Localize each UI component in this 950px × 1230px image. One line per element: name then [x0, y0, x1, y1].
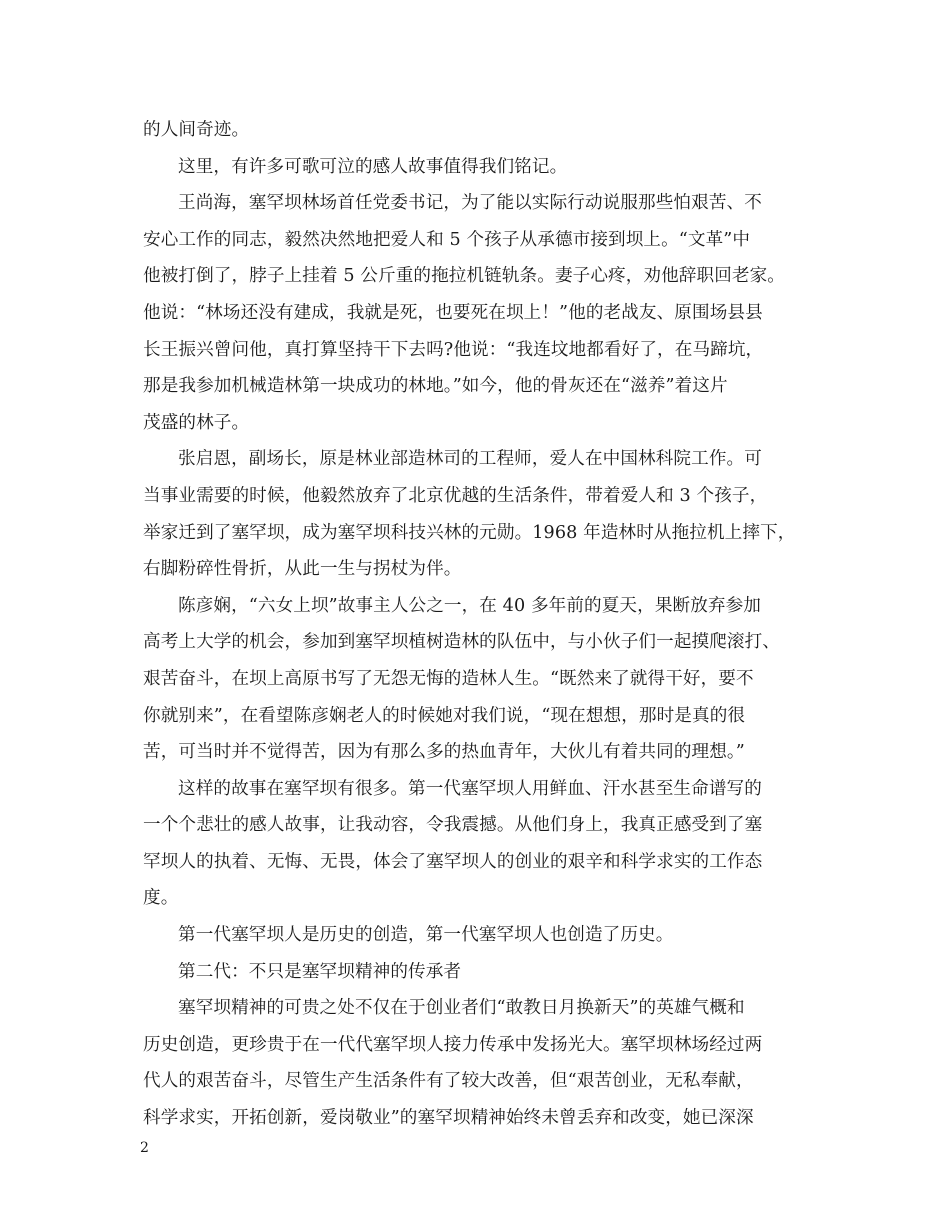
text-line: 度。	[143, 888, 179, 909]
paragraph-first-line: 第二代：不只是塞罕坝精神的传承者	[178, 961, 462, 982]
text-line: 举家迁到了塞罕坝，成为塞罕坝科技兴林的元勋。1968 年造林时从拖拉机上摔下，	[143, 522, 796, 543]
body-text	[143, 112, 813, 1137]
paragraph-first-line: 张启恩，副场长，原是林业部造林司的工程师，爱人在中国林科院工作。可	[178, 449, 762, 470]
paragraph-first-line: 第一代塞罕坝人是历史的创造，第一代塞罕坝人也创造了历史。	[178, 925, 674, 946]
paragraph-first-line: 陈彦娴，“六女上坝”故事主人公之一，在 40 多年前的夏天，果断放弃参加	[178, 595, 761, 616]
text-line: 历史创造，更珍贵于在一代代塞罕坝人接力传承中发扬光大。塞罕坝林场经过两	[143, 1034, 763, 1055]
text-line: 一个个悲壮的感人故事，让我动容，令我震撼。从他们身上，我真正感受到了塞	[143, 815, 763, 836]
text-line: 罕坝人的执着、无悔、无畏，体会了塞罕坝人的创业的艰辛和科学求实的工作态	[143, 851, 763, 872]
text-line: 高考上大学的机会，参加到塞罕坝植树造林的队伍中，与小伙子们一起摸爬滚打、	[143, 632, 780, 653]
text-line: 代人的艰苦奋斗，尽管生产生活条件有了较大改善，但“艰苦创业，无私奉献，	[143, 1071, 754, 1092]
paragraph-first-line: 这样的故事在塞罕坝有很多。第一代塞罕坝人用鲜血、汗水甚至生命谱写的	[178, 778, 762, 799]
text-line: 长王振兴曾问他，真打算坚持干下去吗?他说：“我连坟地都看好了，在马蹄坑，	[143, 339, 764, 360]
text-line: 茂盛的林子。	[143, 412, 250, 433]
paragraph-first-line: 这里，有许多可歌可泣的感人故事值得我们铭记。	[178, 156, 568, 177]
text-line: 他说：“林场还没有建成，我就是死，也要死在坝上！”他的老战友、原围场县县	[143, 302, 763, 323]
page-number: 2	[140, 1140, 149, 1156]
text-line: 安心工作的同志，毅然决然地把爱人和 5 个孩子从承德市接到坝上。“文革”中	[143, 229, 751, 250]
text-line: 那是我参加机械造林第一块成功的林地。”如今，他的骨灰还在“滋养”着这片	[143, 376, 728, 397]
text-line: 苦，可当时并不觉得苦，因为有那么多的热血青年，大伙儿有着共同的理想。”	[143, 742, 745, 763]
text-line: 他被打倒了，脖子上挂着 5 公斤重的拖拉机链轨条。妻子心疼，劝他辞职回老家。	[143, 266, 785, 287]
text-line: 你就别来”，在看望陈彦娴老人的时候她对我们说，“现在想想，那时是真的很	[143, 705, 746, 726]
text-line: 当事业需要的时候，他毅然放弃了北京优越的生活条件，带着爱人和 3 个孩子，	[143, 485, 768, 506]
paragraph-first-line: 王尚海，塞罕坝林场首任党委书记，为了能以实际行动说服那些怕艰苦、不	[178, 193, 762, 214]
text-line: 右脚粉碎性骨折，从此一生与拐杖为伴。	[143, 559, 462, 580]
text-line: 的人间奇迹。	[143, 120, 250, 140]
text-line: 艰苦奋斗，在坝上高原书写了无怨无悔的造林人生。“既然来了就得干好，要不	[143, 668, 754, 689]
paragraph-first-line: 塞罕坝精神的可贵之处不仅在于创业者们“敢教日月换新天”的英雄气概和	[178, 998, 745, 1019]
text-line: 科学求实，开拓创新，爱岗敬业”的塞罕坝精神始终未曾丢弃和改变，她已深深	[143, 1108, 754, 1129]
